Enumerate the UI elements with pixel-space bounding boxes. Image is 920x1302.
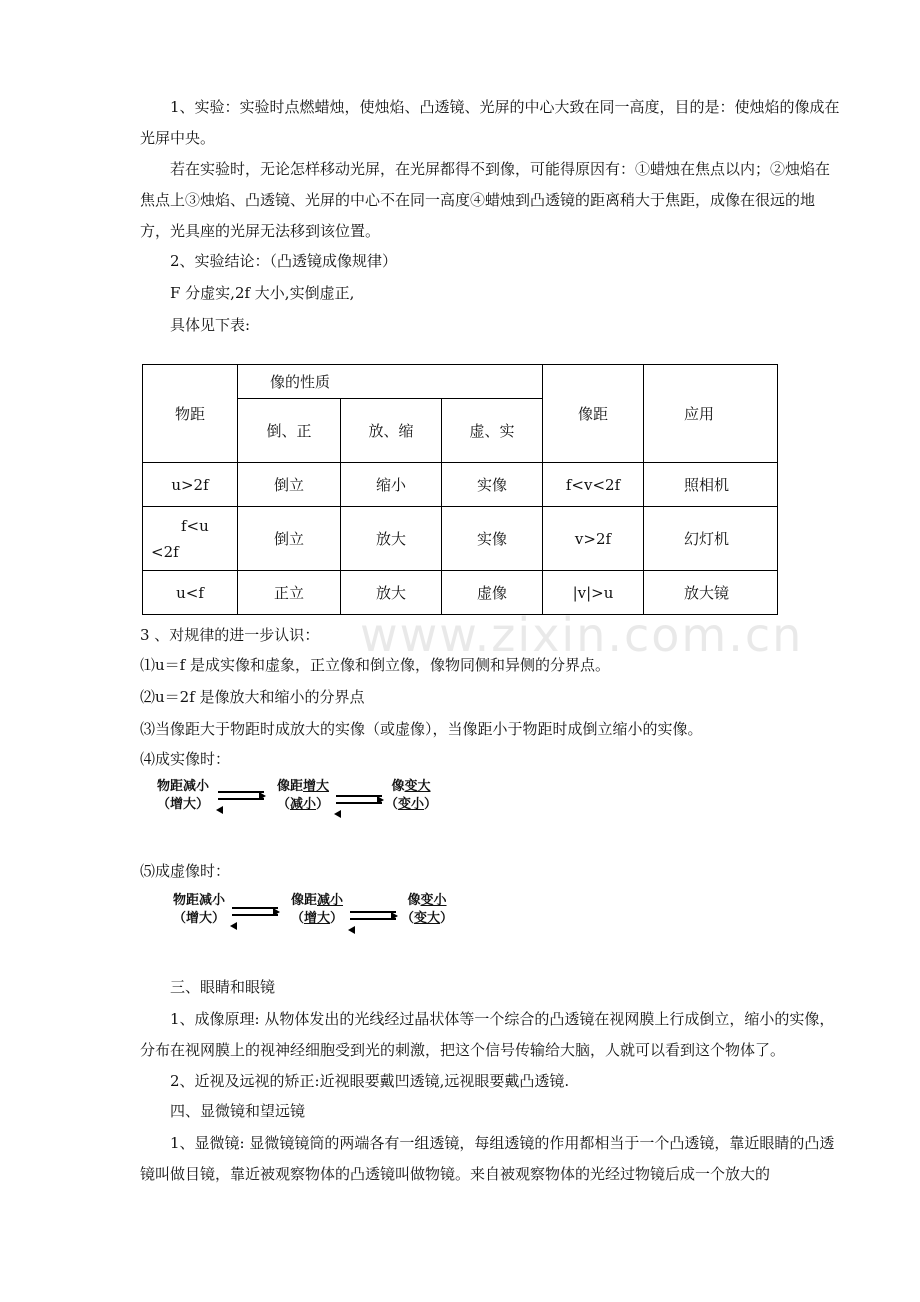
rule-5: ⑸成虚像时：: [140, 862, 231, 880]
double-arrow-icon: [232, 904, 278, 918]
eye-principle-paragraph: 1、成像原理: 从物体发出的光线经过晶状体等一个综合的凸透镜在视网膜上行成倒立，缩小的实像，分布在视网膜上的视神经细胞受到光的刺激，把这个信号传输给大脑，人就可以看到这个物体了。: [140, 1010, 835, 1059]
flow-node-object-distance: [148, 778, 218, 814]
cell-app: 照相机: [644, 463, 778, 507]
cell-size: 放大: [341, 571, 442, 615]
flow-label: 变小: [420, 893, 447, 908]
cell-app: 幻灯机: [644, 507, 778, 571]
section-eyes-heading: 三、眼睛和眼镜: [170, 978, 276, 996]
header-inverted-upright: 倒、正: [238, 399, 341, 463]
flow-label: 像距: [276, 779, 303, 794]
flow-label: 变大: [413, 911, 440, 926]
flow-label: （增大）: [172, 911, 225, 926]
cell-v: |v|>u: [543, 571, 644, 615]
double-arrow-icon: [350, 908, 396, 922]
real-image-flow-diagram: [148, 778, 448, 822]
cell-orient: 倒立: [238, 463, 341, 507]
flow-node-object-distance: [164, 892, 234, 928]
see-table-line: 具体见下表:: [170, 316, 251, 334]
flow-node-image: 像变大 （变小）: [384, 779, 438, 812]
cell-kind: 虚像: [442, 571, 543, 615]
cell-u: u<f: [143, 571, 238, 615]
cell-size: 缩小: [341, 463, 442, 507]
cell-u: u>2f: [143, 463, 238, 507]
double-arrow-icon: [218, 788, 264, 802]
cell-v: v>2f: [543, 507, 644, 571]
cell-v: f<v<2f: [543, 463, 644, 507]
flow-label: 像: [407, 893, 421, 908]
header-enlarged-reduced: 放、缩: [341, 399, 442, 463]
watermark: www.zixin.com.cn: [360, 608, 804, 662]
cell-orient: 正立: [238, 571, 341, 615]
header-application: 应用: [644, 365, 778, 463]
flow-label: 增大: [303, 779, 330, 794]
flow-node-image: 像变小 （变大）: [400, 893, 454, 926]
header-virtual-real: 虚、实: [442, 399, 543, 463]
experiment-paragraph: 1、实验：实验时点燃蜡烛，使烛焰、凸透镜、光屏的中心大致在同一高度，目的是：使烛焰的像成在光屏中央。: [140, 98, 840, 147]
cell-u: f<u<2f: [143, 507, 238, 571]
flow-label: 减小: [289, 797, 316, 812]
flow-node-image-distance: 像距减小 （增大）: [290, 893, 344, 926]
table-row: [143, 507, 778, 571]
conclusion-heading: 2、实验结论：（凸透镜成像规律）: [170, 252, 398, 270]
header-image-distance: 像距: [543, 365, 644, 463]
flow-label: 像: [391, 779, 405, 794]
flow-label: 像距: [290, 893, 317, 908]
flow-label: 变大: [404, 779, 431, 794]
rule-2: ⑵u＝2f 是像放大和缩小的分界点: [140, 688, 365, 706]
header-object-distance: 物距: [143, 365, 238, 463]
flow-node-image-distance: 像距增大 （减小）: [276, 779, 330, 812]
section-microscope-heading: 四、显微镜和望远镜: [170, 1102, 306, 1120]
flow-label: 增大: [303, 911, 330, 926]
rule-1: ⑴u＝f 是成实像和虚象，正立像和倒立像，像物同侧和异侧的分界点。: [140, 656, 610, 674]
troubleshoot-paragraph: 若在实验时，无论怎样移动光屏，在光屏都得不到像，可能得原因有：①蜡烛在焦点以内；②烛焰在焦点上③烛焰、凸透镜、光屏的中心不在同一高度④蜡烛到凸透镜的距离稍大于焦距，成像在很远的地方，光具座的光屏无法移到该位置。: [140, 160, 831, 240]
flow-label: 减小: [317, 893, 344, 908]
microscope-paragraph: 1、显微镜: 显微镜镜筒的两端各有一组透镜，每组透镜的作用都相当于一个凸透镜，靠近眼睛的凸透镜叫做目镜，靠近被观察物体的凸透镜叫做物镜。来自被观察物体的光经过物镜后成一个放大的: [140, 1134, 835, 1183]
cell-size: 放大: [341, 507, 442, 571]
flow-label: 变小: [397, 797, 424, 812]
flow-label: 物距减小: [156, 779, 209, 794]
vision-correction-line: 2、近视及远视的矫正:近视眼要戴凹透镜,远视眼要戴凸透镜.: [170, 1072, 570, 1090]
cell-app: 放大镜: [644, 571, 778, 615]
mnemonic-line: F 分虚实,2f 大小,实倒虚正,: [170, 284, 355, 302]
virtual-image-flow-diagram: [164, 892, 464, 936]
rules-heading: 3 、对规律的进一步认识：: [140, 626, 320, 644]
rule-3: ⑶当像距大于物距时成放大的实像（或虚像），当像距小于物距时成倒立缩小的实像。: [140, 720, 703, 738]
header-image-nature: 像的性质: [238, 365, 543, 399]
flow-label: 物距减小: [172, 893, 225, 908]
imaging-rules-table: [142, 364, 778, 615]
cell-kind: 实像: [442, 463, 543, 507]
rule-4: ⑷成实像时：: [140, 750, 231, 768]
table-row: [143, 463, 778, 507]
cell-orient: 倒立: [238, 507, 341, 571]
flow-label: （增大）: [156, 797, 209, 812]
cell-kind: 实像: [442, 507, 543, 571]
